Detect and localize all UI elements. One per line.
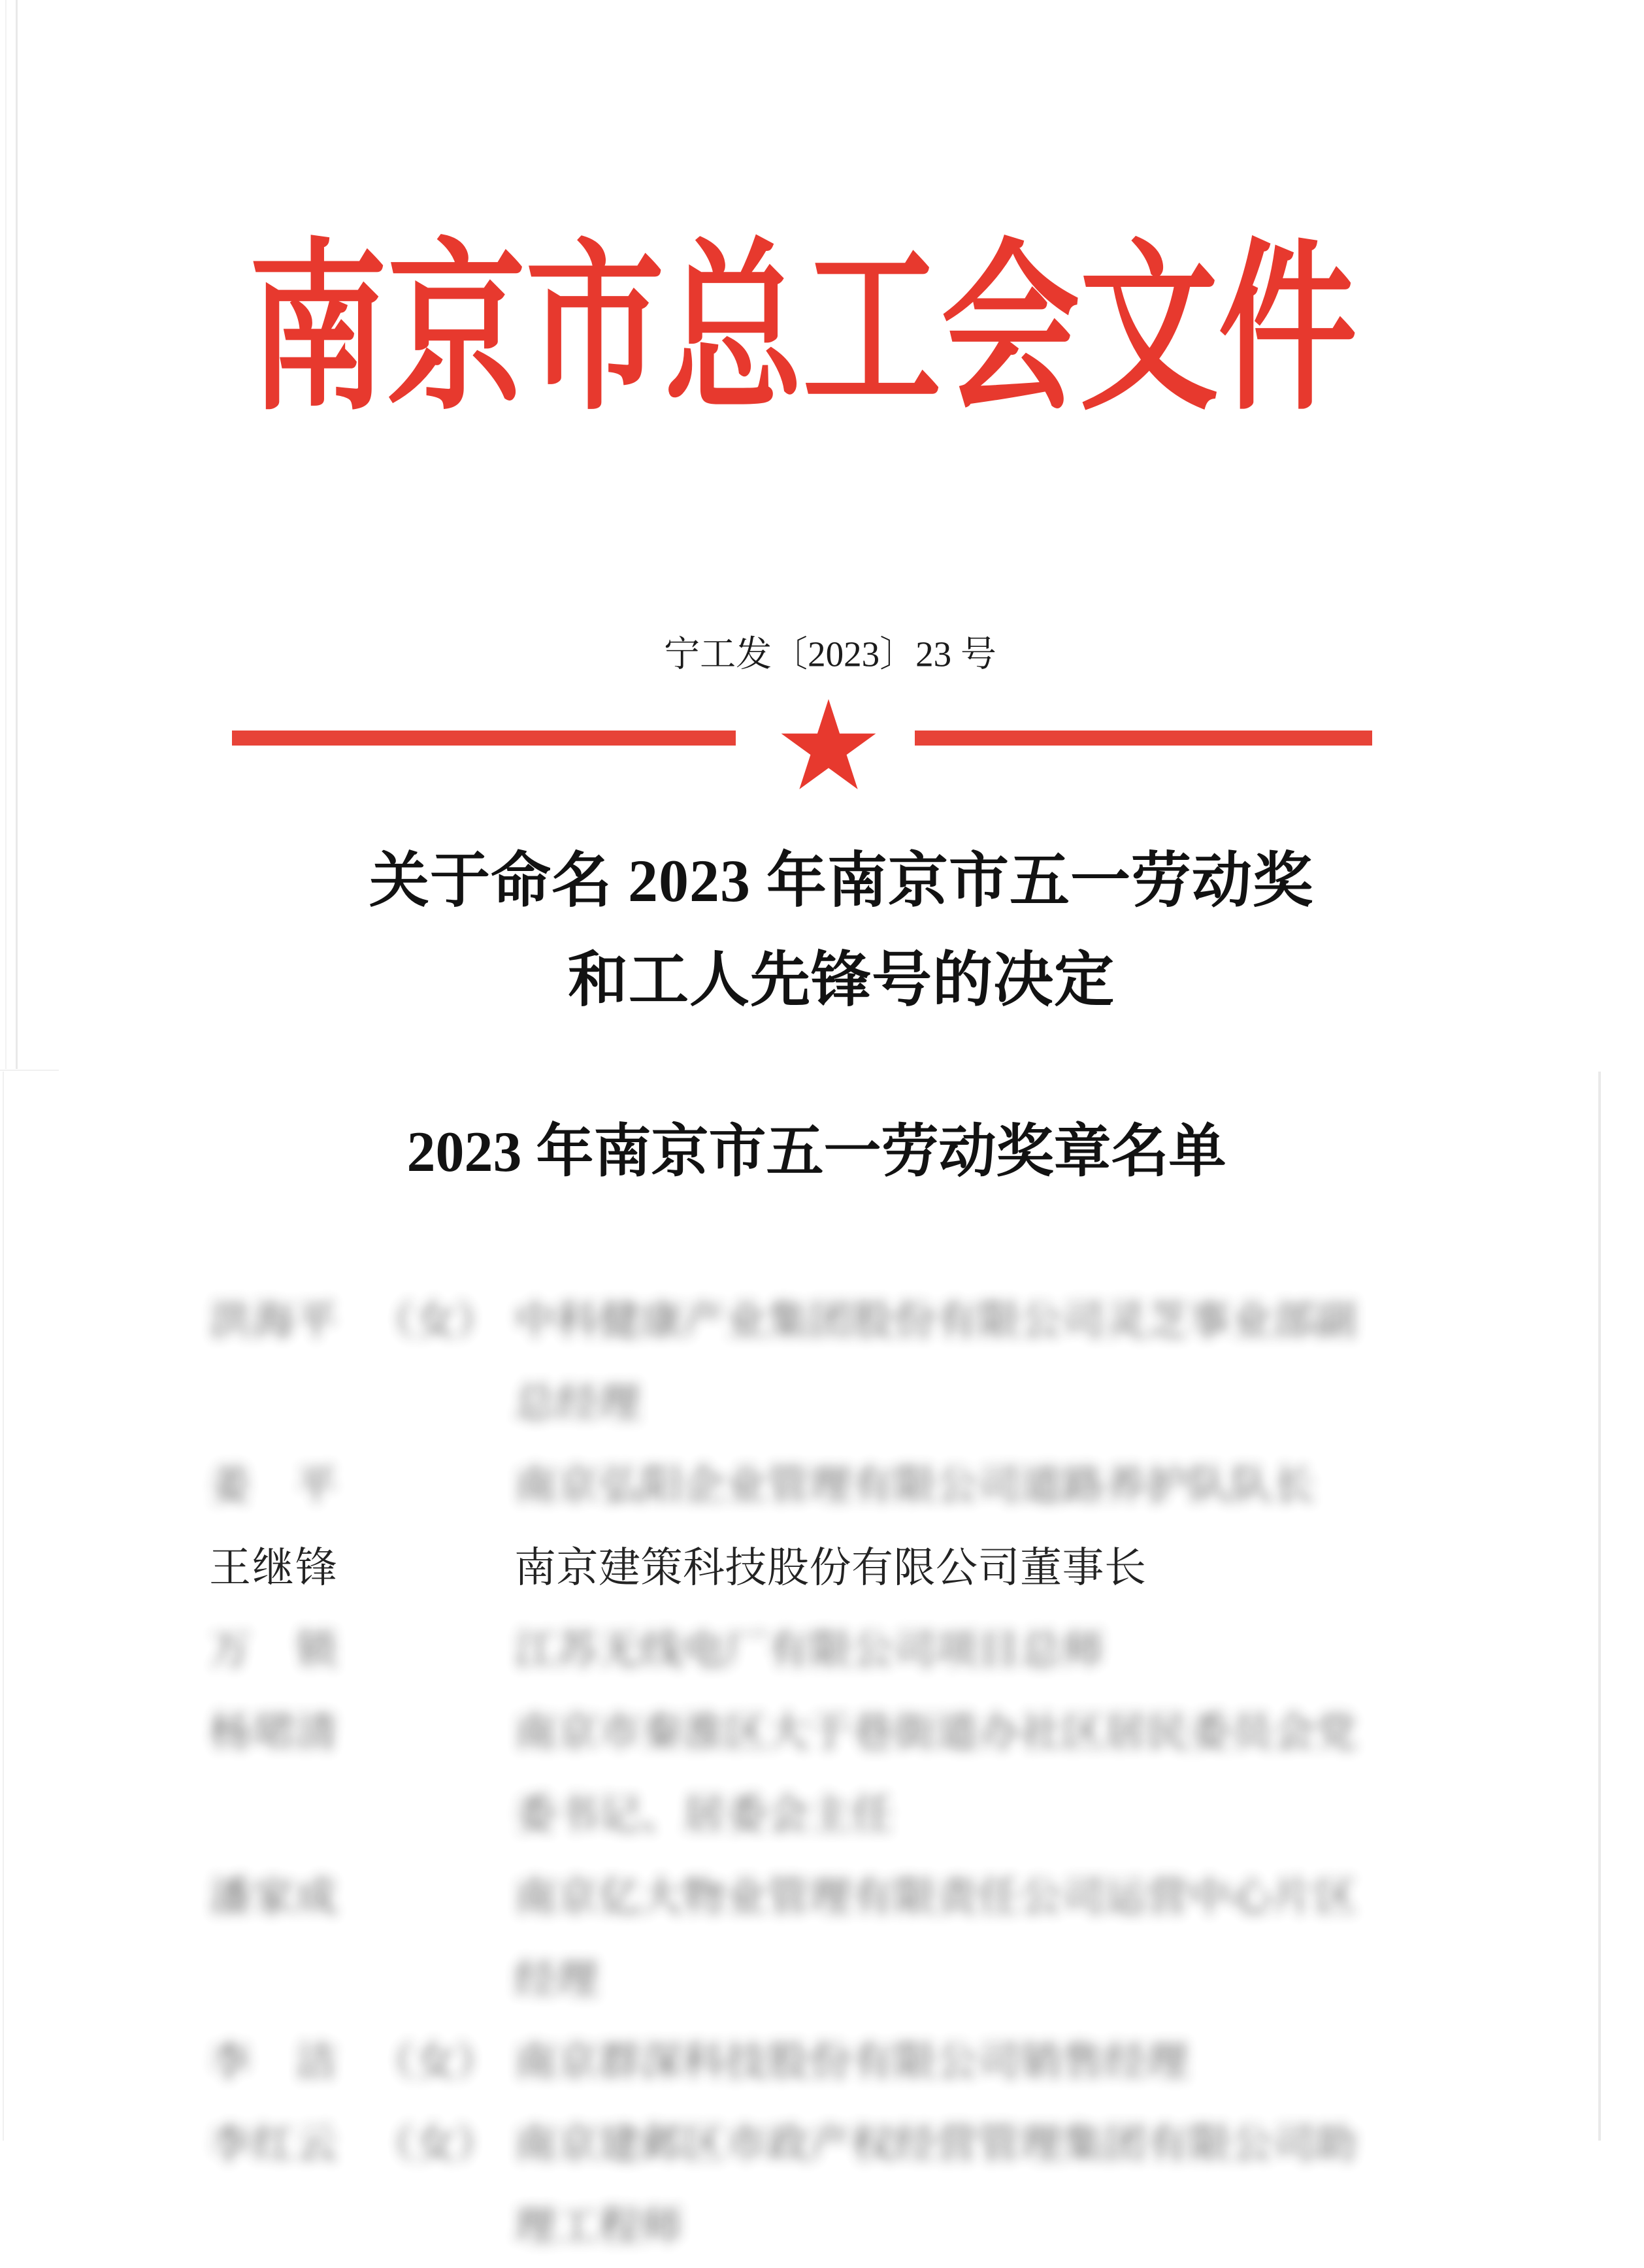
- recipient-name: 姜 平: [209, 1462, 338, 1509]
- red-star-icon: [781, 697, 876, 793]
- recipient-name: 李 洁: [209, 2039, 338, 2085]
- award-list: [0, 1280, 1605, 2268]
- decision-title-line-1: 关于命名 2023 年南京市五一劳动奖: [369, 847, 1313, 914]
- recipient-name: 洪海平: [209, 1298, 338, 1344]
- recipient-desc: 南京弘阳企业管理有限公司道路养护队队长: [514, 1462, 1315, 1509]
- recipient-desc: 南京建策科技股份有限公司董事长: [514, 1545, 1147, 1591]
- recipient-name: 潘家成: [209, 1874, 338, 1920]
- list-item: [209, 1445, 1605, 1527]
- red-rule-right: [915, 731, 1372, 746]
- list-item: [209, 1609, 1605, 1692]
- red-rule-left: [232, 731, 736, 746]
- recipient-gender: （女）: [372, 2121, 498, 2167]
- decision-title: [39, 831, 1644, 1030]
- recipient-desc: 南京市秦淮区大于巷街道办社区居民委员会党委书记、居委会主任: [514, 1709, 1357, 1838]
- list-item: [209, 2103, 1605, 2268]
- recipient-gender: （女）: [372, 2039, 498, 2085]
- list-item: [209, 2021, 1605, 2103]
- page-edge-line: [16, 0, 18, 1069]
- recipient-gender: （女）: [372, 1298, 498, 1344]
- list-item: [209, 1527, 1605, 1609]
- org-header-title: 南京市总工会文件: [248, 229, 1357, 432]
- recipient-desc: 江苏无线电厂有限公司项目总师: [514, 1627, 1104, 1673]
- recipient-desc: 南京亿大物业管理有限责任公司运营中心片区经理: [514, 1874, 1357, 2003]
- recipient-name: 杨珺清: [209, 1709, 338, 1756]
- page-edge-line: [5, 0, 7, 1069]
- recipient-name: 李红云: [209, 2121, 338, 2167]
- list-item: [209, 1692, 1605, 1856]
- page-edge-seam: [0, 1070, 59, 1071]
- list-item: [209, 1280, 1605, 1445]
- section-title: 2023 年南京市五一劳动奖章名单: [406, 1121, 1226, 1184]
- recipient-name: 万 锁: [209, 1627, 338, 1673]
- recipient-desc: 南京建邺区市政产权经营管理集团有限公司助理工程师: [514, 2121, 1357, 2250]
- doc-number: 宁工发〔2023〕23 号: [664, 634, 996, 674]
- decision-title-line-2: 和工人先锋号的决定: [567, 947, 1115, 1013]
- list-item: [209, 1856, 1605, 2021]
- recipient-desc: 中科健康产业集团股份有限公司灵芝事业部副总经理: [514, 1298, 1357, 1426]
- recipient-desc: 南京群深科技股份有限公司销售经理: [514, 2039, 1189, 2085]
- recipient-name: 王继锋: [209, 1545, 338, 1591]
